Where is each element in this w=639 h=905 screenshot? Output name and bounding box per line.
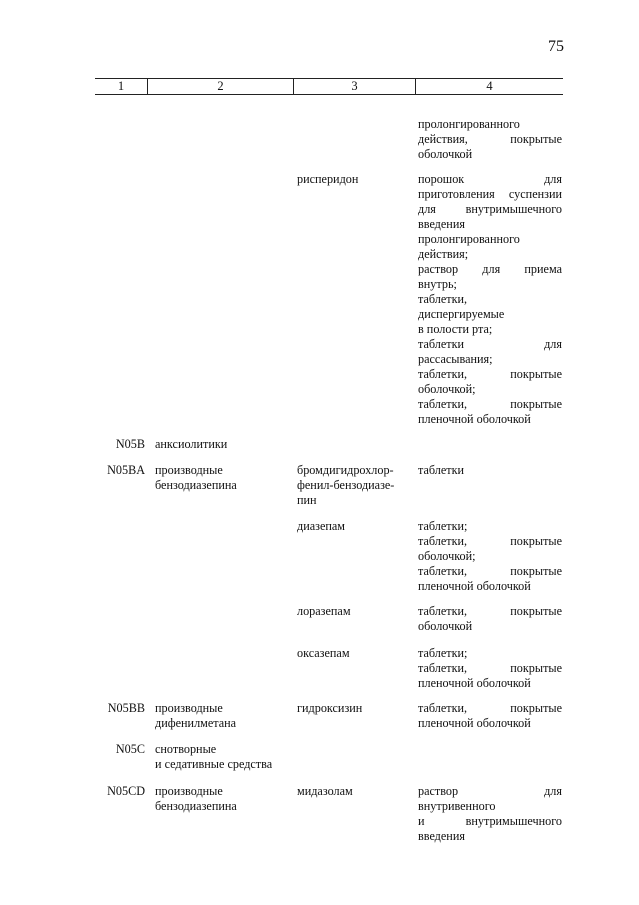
drug-name-line: диазепам — [297, 519, 346, 533]
dosage-form-line: таблетки, покрытые — [418, 534, 562, 548]
dosage-form-line: оболочкой; — [418, 382, 476, 396]
dosage-form-line: внутривенного — [418, 799, 496, 813]
dosage-form-line: рассасывания; — [418, 352, 493, 366]
dosage-forms — [418, 172, 562, 427]
dosage-form-line: порошок для — [418, 172, 562, 186]
table-header — [95, 78, 563, 95]
dosage-form-line: в полости рта; — [418, 322, 493, 336]
atc-group — [155, 784, 289, 814]
dosage-form-line: таблетки — [418, 463, 465, 477]
atc-group — [155, 742, 289, 772]
header-col-1: 1 — [95, 79, 148, 94]
drug-name-line: гидроксизин — [297, 701, 363, 715]
dosage-form-line: пленочной оболочкой — [418, 716, 531, 730]
dosage-form-line: пленочной оболочкой — [418, 579, 531, 593]
drug-name — [297, 701, 409, 716]
group-line: производные — [155, 463, 223, 477]
drug-name — [297, 519, 409, 534]
dosage-form-line: пленочной оболочкой — [418, 676, 531, 690]
drug-name-line: лоразепам — [297, 604, 351, 618]
dosage-form-line: таблетки, — [418, 292, 468, 306]
dosage-form-line: раствор для приема — [418, 262, 562, 276]
dosage-form-line: оболочкой — [418, 147, 473, 161]
dosage-form-line: приготовления суспензии — [418, 187, 562, 201]
dosage-form-line: таблетки, покрытые — [418, 367, 562, 381]
dosage-form-line: оболочкой — [418, 619, 473, 633]
drug-name — [297, 172, 409, 187]
group-line: дифенилметана — [155, 716, 237, 730]
group-line: производные — [155, 701, 223, 715]
atc-code: N05C — [115, 742, 145, 756]
atc-code: N05BB — [107, 701, 145, 715]
dosage-form-line: и внутримышечного — [418, 814, 562, 828]
dosage-form-line: таблетки, покрытые — [418, 604, 562, 618]
atc-code: N05BA — [107, 463, 145, 477]
drug-name-line: пин — [297, 493, 317, 507]
dosage-forms — [418, 117, 562, 162]
atc-group — [155, 437, 289, 452]
dosage-form-line: таблетки; — [418, 519, 468, 533]
dosage-form-line: для внутримышечного — [418, 202, 562, 216]
atc-code: N05CD — [107, 784, 145, 798]
group-line: и седативные средства — [155, 757, 273, 771]
group-line: снотворные — [155, 742, 217, 756]
dosage-form-line: пленочной оболочкой — [418, 412, 531, 426]
dosage-form-line: пролонгированного — [418, 117, 520, 131]
page-number: 75 — [548, 38, 564, 55]
dosage-form-line: оболочкой; — [418, 549, 476, 563]
dosage-forms — [418, 519, 562, 594]
header-col-2: 2 — [148, 79, 294, 94]
dosage-form-line: внутрь; — [418, 277, 457, 291]
dosage-forms — [418, 784, 562, 844]
drug-name-line: фенил-бензодиазе- — [297, 478, 395, 492]
dosage-form-line: раствор для — [418, 784, 562, 798]
header-col-4: 4 — [486, 79, 493, 93]
dosage-forms — [418, 646, 562, 691]
drug-name — [297, 463, 409, 508]
drug-name-line: рисперидон — [297, 172, 359, 186]
dosage-form-line: таблетки для — [418, 337, 562, 351]
atc-code: N05B — [115, 437, 145, 451]
dosage-forms — [418, 604, 562, 634]
drug-name-line: мидазолам — [297, 784, 353, 798]
dosage-form-line: введения — [418, 829, 465, 843]
dosage-form-line: таблетки, покрытые — [418, 564, 562, 578]
group-line: бензодиазепина — [155, 799, 237, 813]
dosage-form-line: таблетки; — [418, 646, 468, 660]
header-col-3: 3 — [294, 79, 416, 94]
atc-group — [155, 701, 289, 731]
dosage-form-line: пролонгированного — [418, 232, 520, 246]
dosage-forms — [418, 463, 562, 478]
dosage-form-line: диспергируемые — [418, 307, 505, 321]
group-line: производные — [155, 784, 223, 798]
dosage-forms — [418, 701, 562, 731]
drug-name — [297, 784, 409, 799]
dosage-form-line: таблетки, покрытые — [418, 397, 562, 411]
group-line: бензодиазепина — [155, 478, 237, 492]
drug-name — [297, 604, 409, 619]
drug-name-line: бромдигидрохлор- — [297, 463, 394, 477]
dosage-form-line: действия, покрытые — [418, 132, 562, 146]
drug-name — [297, 646, 409, 661]
dosage-form-line: таблетки, покрытые — [418, 701, 562, 715]
dosage-form-line: действия; — [418, 247, 469, 261]
group-line: анксиолитики — [155, 437, 228, 451]
dosage-form-line: введения — [418, 217, 465, 231]
atc-group — [155, 463, 289, 493]
dosage-form-line: таблетки, покрытые — [418, 661, 562, 675]
drug-name-line: оксазепам — [297, 646, 350, 660]
